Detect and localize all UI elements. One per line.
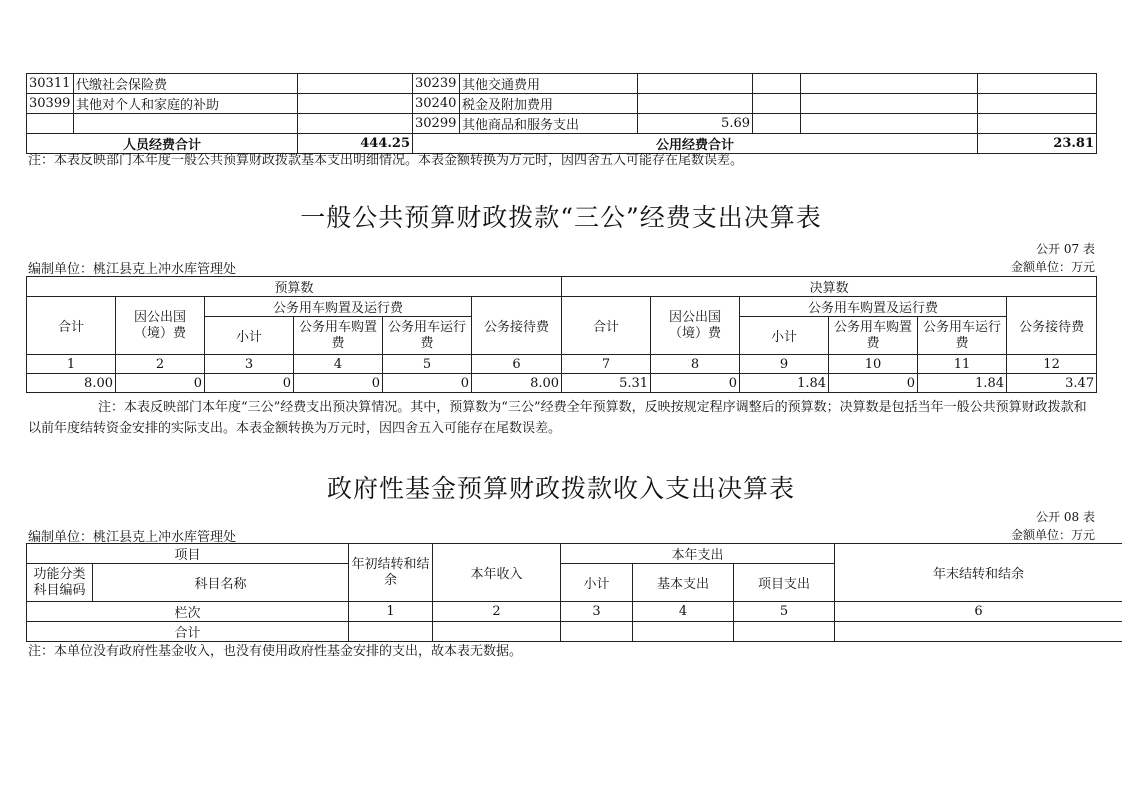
column-number: 2 xyxy=(433,602,561,622)
name-cell: 税金及附加费用 xyxy=(460,94,638,114)
header-end-balance: 年末结转和结余 xyxy=(835,544,1122,602)
column-number: 8 xyxy=(651,355,740,374)
value-cell: 0 xyxy=(294,374,383,393)
header-car-group: 公务用车购置及运行费 xyxy=(740,297,1007,317)
value-cell: 0 xyxy=(116,374,205,393)
column-number: 5 xyxy=(383,355,472,374)
column-number: 3 xyxy=(205,355,294,374)
personnel-total-label: 人员经费合计 xyxy=(27,134,298,154)
value-cell xyxy=(298,114,413,134)
header-subtotal: 小计 xyxy=(561,564,633,602)
value-cell: 0 xyxy=(829,374,918,393)
header-subtotal: 小计 xyxy=(740,317,829,355)
header-func-code: 功能分类科目编码 xyxy=(27,564,93,602)
public-total-label: 公用经费合计 xyxy=(413,134,978,154)
page-title-gov-fund: 政府性基金预算财政拨款收入支出决算表 xyxy=(326,474,795,503)
header-car-run: 公务用车运行费 xyxy=(918,317,1007,355)
header-abroad: 因公出国（境）费 xyxy=(651,297,740,355)
header-car-buy: 公务用车购置费 xyxy=(294,317,383,355)
column-number: 11 xyxy=(918,355,1007,374)
table-row xyxy=(27,297,1097,317)
value-cell: 0 xyxy=(651,374,740,393)
currency-unit: 金额单位：万元 xyxy=(1010,528,1095,542)
public-total-value: 23.81 xyxy=(978,134,1097,154)
table-row xyxy=(27,74,1097,94)
header-expense: 本年支出 xyxy=(561,544,835,564)
note-three-public: 注：本表反映部门本年度“三公”经费支出预决算情况。其中，预算数为“三公”经费全年预算数，反映按规定程序调整后的预算数；决算数是包括当年一般公共预算财政拨款和以前年度结转资金安排的实际支出。本表金额转换为万元时，因四舍五入可能存在尾数误差。 xyxy=(28,400,1087,436)
column-number: 1 xyxy=(27,355,116,374)
value-cell: 5.69 xyxy=(638,114,753,134)
column-number: 2 xyxy=(116,355,205,374)
value-cell: 0 xyxy=(205,374,294,393)
note-basic-expense: 注：本表反映部门本年度一般公共预算财政拨款基本支出明细情况。本表金额转换为万元时，因四舍五入可能存在尾数误差。 xyxy=(28,153,744,168)
header-car-group: 公务用车购置及运行费 xyxy=(205,297,472,317)
column-number: 12 xyxy=(1007,355,1097,374)
code-cell: 30399 xyxy=(27,94,74,114)
table-row xyxy=(27,114,1097,134)
header-basic: 基本支出 xyxy=(633,564,734,602)
column-number-row xyxy=(27,355,1097,374)
code-cell: 30240 xyxy=(413,94,460,114)
header-total: 合计 xyxy=(27,297,116,355)
header-reception: 公务接待费 xyxy=(1007,297,1097,355)
column-number: 4 xyxy=(633,602,734,622)
name-cell: 其他交通费用 xyxy=(460,74,638,94)
code-cell: 30239 xyxy=(413,74,460,94)
compiling-unit: 编制单位：桃江县克上冲水库管理处 xyxy=(28,262,237,277)
total-label: 合计 xyxy=(27,622,349,642)
column-number: 6 xyxy=(835,602,1122,622)
value-row xyxy=(27,374,1097,393)
value-cell: 1.84 xyxy=(918,374,1007,393)
lanci-label: 栏次 xyxy=(27,602,349,622)
value-cell: 3.47 xyxy=(1007,374,1097,393)
header-subtotal: 小计 xyxy=(205,317,294,355)
code-cell: 30311 xyxy=(27,74,74,94)
header-project: 项目支出 xyxy=(734,564,835,602)
header-total: 合计 xyxy=(562,297,651,355)
compiling-unit: 编制单位：桃江县克上冲水库管理处 xyxy=(28,530,237,545)
value-cell: 5.31 xyxy=(562,374,651,393)
table-row xyxy=(27,277,1097,297)
column-number: 6 xyxy=(472,355,562,374)
currency-unit: 金额单位：万元 xyxy=(1010,260,1095,274)
budget-header: 预算数 xyxy=(27,277,562,297)
column-number: 1 xyxy=(349,602,433,622)
value-cell: 0 xyxy=(383,374,472,393)
value-cell: 1.84 xyxy=(740,374,829,393)
column-number: 9 xyxy=(740,355,829,374)
form-number: 公开 08 表 xyxy=(1036,510,1095,524)
name-cell: 其他商品和服务支出 xyxy=(460,114,638,134)
value-cell xyxy=(638,74,753,94)
header-abroad: 因公出国（境）费 xyxy=(116,297,205,355)
gov-fund-table xyxy=(26,543,1122,642)
column-number: 5 xyxy=(734,602,835,622)
value-cell xyxy=(298,74,413,94)
name-cell xyxy=(74,114,298,134)
note-gov-fund: 注：本单位没有政府性基金收入，也没有使用政府性基金安排的支出，故本表无数据。 xyxy=(28,644,523,659)
page-title-three-public: 一般公共预算财政拨款“三公”经费支出决算表 xyxy=(300,203,822,232)
header-car-buy: 公务用车购置费 xyxy=(829,317,918,355)
code-cell: 30299 xyxy=(413,114,460,134)
value-cell: 8.00 xyxy=(27,374,116,393)
code-cell xyxy=(27,114,74,134)
header-income: 本年收入 xyxy=(433,544,561,602)
personnel-total-value: 444.25 xyxy=(298,134,413,154)
name-cell: 代缴社会保险费 xyxy=(74,74,298,94)
form-number: 公开 07 表 xyxy=(1036,242,1095,256)
header-item: 项目 xyxy=(27,544,349,564)
final-header: 决算数 xyxy=(562,277,1097,297)
three-public-table xyxy=(26,276,1097,393)
header-subject-name: 科目名称 xyxy=(93,564,349,602)
basic-expense-table xyxy=(26,73,1097,154)
lanci-row xyxy=(27,602,1122,622)
table-row xyxy=(27,94,1097,114)
value-cell: 8.00 xyxy=(472,374,562,393)
value-cell xyxy=(298,94,413,114)
column-number: 3 xyxy=(561,602,633,622)
header-car-run: 公务用车运行费 xyxy=(383,317,472,355)
header-reception: 公务接待费 xyxy=(472,297,562,355)
name-cell: 其他对个人和家庭的补助 xyxy=(74,94,298,114)
total-row xyxy=(27,622,1122,642)
column-number: 7 xyxy=(562,355,651,374)
header-begin-balance: 年初结转和结余 xyxy=(349,544,433,602)
column-number: 4 xyxy=(294,355,383,374)
value-cell xyxy=(638,94,753,114)
column-number: 10 xyxy=(829,355,918,374)
table-row xyxy=(27,544,1122,564)
